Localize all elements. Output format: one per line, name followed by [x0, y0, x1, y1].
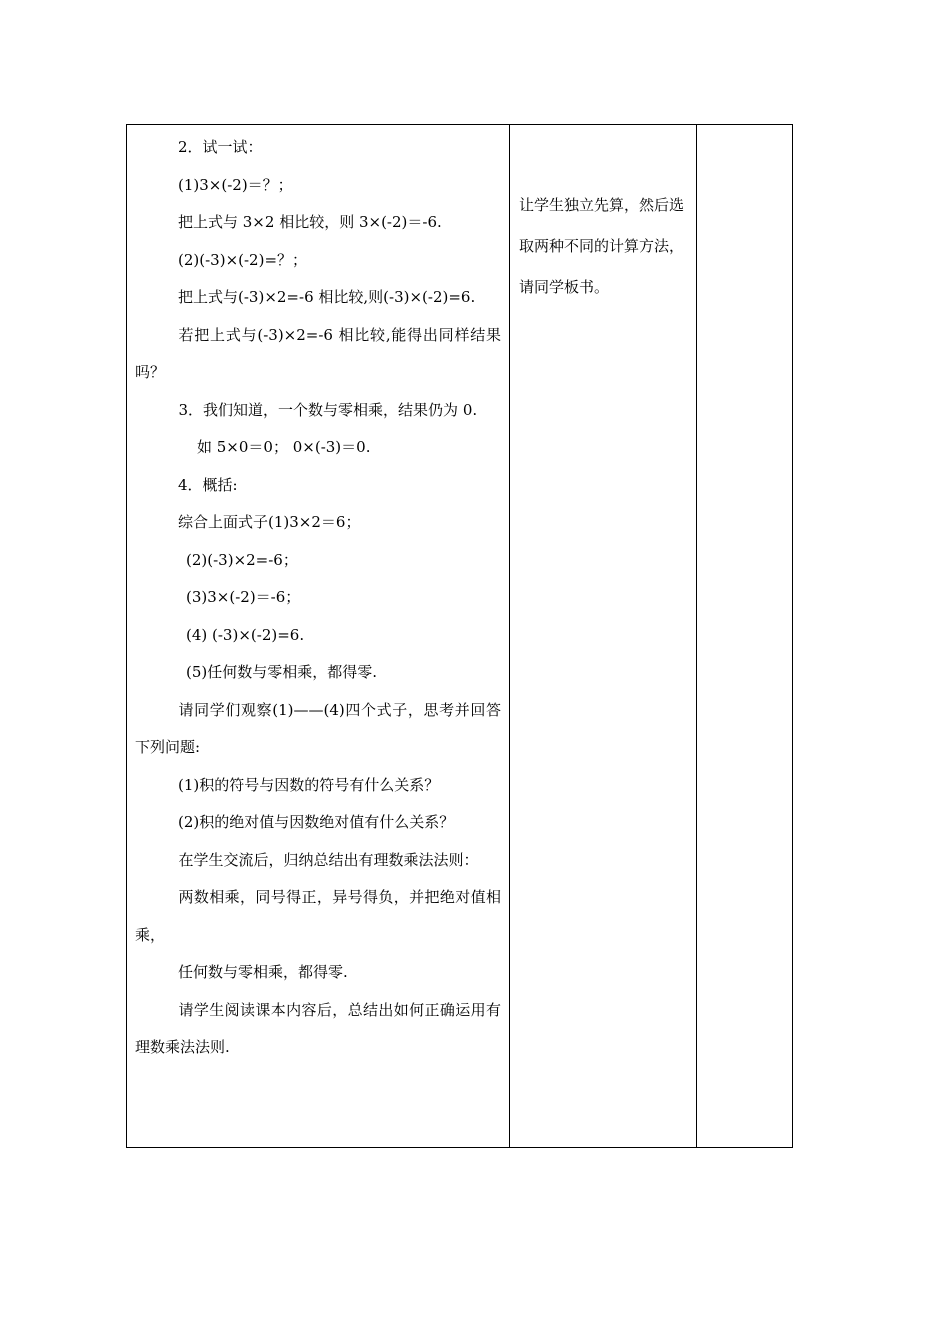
- formula-line: (5)任何数与零相乘，都得零.: [186, 663, 378, 681]
- question-line: (1)积的符号与因数的符号有什么关系？: [178, 775, 440, 794]
- exercise-line: (1)3×(-2)＝？；: [178, 175, 293, 194]
- exercise-line: (2)(-3)×(-2)=？；: [178, 250, 308, 269]
- teacher-note-cell: [510, 125, 697, 1148]
- text-paragraph: 若把上式与(-3)×2=-6 相比较,能得出同样结果吗？: [135, 325, 501, 381]
- text-paragraph: 请同学们观察(1)——(4)四个式子，思考并回答下列问题:: [135, 700, 501, 756]
- text-line: 把上式与 3×2 相比较，则 3×(-2)＝-6.: [178, 213, 442, 231]
- example-line: 如 5×0＝0； 0×(-3)＝0.: [197, 438, 371, 456]
- formula-line: (2)(-3)×2=-6；: [186, 550, 298, 569]
- text-paragraph: 在学生交流后，归纳总结出有理数乘法法则：: [178, 850, 479, 869]
- table-row: [127, 125, 793, 1148]
- question-line: (2)积的绝对值与因数绝对值有什么关系？: [178, 813, 455, 831]
- rule-paragraph: 两数相乘，同号得正，异号得负，并把绝对值相乘，: [135, 888, 501, 944]
- section-heading: 4．概括:: [178, 475, 238, 494]
- lesson-table: [126, 124, 793, 1148]
- rule-line: 任何数与零相乘，都得零.: [178, 963, 348, 981]
- teacher-note: 让学生独立先算，然后选取两种不同的计算方法，请同学板书。: [519, 196, 685, 296]
- teaching-content-cell: [127, 125, 510, 1148]
- text-paragraph: 3．我们知道，一个数与零相乘，结果仍为 0.: [178, 400, 478, 419]
- empty-cell: [697, 125, 793, 1148]
- section-heading: 2．试一试：: [178, 138, 263, 156]
- formula-line: 综合上面式子(1)3×2＝6；: [178, 513, 361, 531]
- text-paragraph: 请学生阅读课本内容后，总结出如何正确运用有理数乘法法则.: [135, 1000, 501, 1056]
- formula-line: (4) (-3)×(-2)=6.: [186, 625, 305, 644]
- text-line: 把上式与(-3)×2=-6 相比较,则(-3)×(-2)=6.: [178, 288, 476, 306]
- formula-line: (3)3×(-2)＝-6；: [186, 588, 301, 606]
